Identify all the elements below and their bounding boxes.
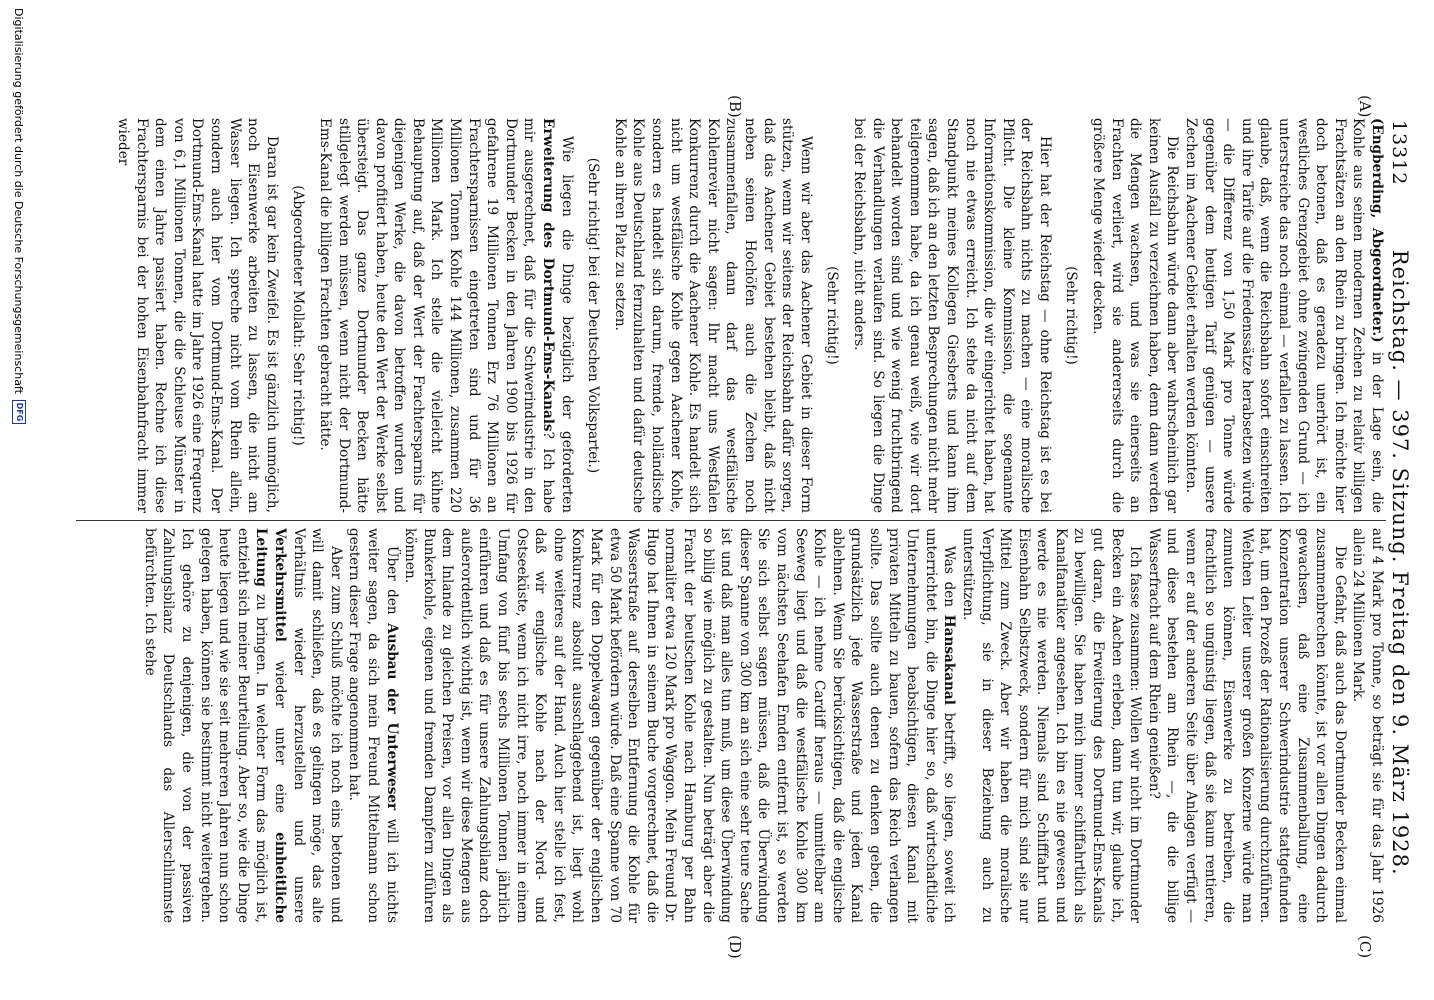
digitization-footer xyxy=(12,8,26,424)
paragraph: Die Reichsbahn würde dann aber wahrscheinlich gar keinen Ausfall zu verzeichnen haben, denn dann werden die Mengen wachsen, und was sie einerseits an Frachten verliert, wird sie andererseits durch die größere Menge wieder decken. xyxy=(1090,118,1181,513)
page-title: Reichstag. — 397. Sitzung. Freitag den 9. März 1928. xyxy=(1388,249,1412,876)
paragraph: Ich fasse zusammen: Wollen wir nicht im Dortmunder Becken ein Aachen erleben, dann tun wir, glaube ich, gut daran, die Erweiterung des Dortmund-Ems-Kanals zu bewilligen. Sie haben mich immer schiffahrtlich als Kanalfanatiker angesehen. Ich bin es nie gewesen und werde es nie werden. Niemals sind Schifffahrt und Eisenbahn Selbstzweck, sondern für mich sind sie nur Mittel zum Zweck. Aber wir haben die moralische Verpflichtung, sie in dieser Beziehung auch zu unterstützen. xyxy=(959,528,1144,923)
margin-letter-d: (D) xyxy=(726,935,744,959)
interjection: (Sehr richtig!) xyxy=(824,266,841,365)
paragraph: Wie liegen die Dinge bezüglich der geforderten Erweiterung des Dortmund-Ems-Kanals? Ich habe mir ausgerechnet, daß für die Schwerindustrie in den Dortmunder Becken in den Jahren 1900 bis 1926 für gefahrene 19 Millionen Tonnen Erz 76 Millionen an Frachtersparnissen eingetreten sind und für 36 Millionen Tonnen Kohle 144 Millionen, zusammen 220 Millionen Mark. Ich stelle die vielleicht kühne Behauptung auf, daß der Wert der Frachtersparnis für diejenigen Werke, die davon betroffen wurden und davon profitiert haben, heute den Wert der Werke selbst übersteigt. Das ganze Dortmunder Becken hätte stillgelegt werden müssen, wenn nicht der Dortmund-Ems-Kanal die billigen Frachten gebracht hätte. xyxy=(316,118,575,513)
paragraph: Was den Hansakanal betrifft, so liegen, soweit ich unterrichtet bin, die Dinge hier so, daß wirtschaftliche Unternehmungen beabsichtigen, diesen Kanal mit privaten Mitteln zu bauen, sofern das Reich verlangen sollte. Das sollte auch denen zu denken geben, die grundsätzlich jede Wasserstraße und jeden Kanal ablehnen. Wenn Sie berücksichtigen, daß die englische Kohle — ich nehme Cardiff heraus — unmittelbar am Seeweg liegt und daß die westfälische Kohle 300 km vom nächsten Seehafen Emden entfernt ist, so werden Sie sich selbst sagen müssen, daß die Überwindung dieser Spanne von 300 km an sich eine sehr teure Sache ist und daß man alles tun muß, um diese Überwindung so billig wie möglich zu gestalten. Nun beträgt aber die Fracht der beutschen Kohle nach Hamburg per Bahn normaliter etwa 120 Mark pro Waggon. Mein Freund Dr. Hugo hat Ihnen in seinem Buche vorgerechnet, daß die Wasserstraße auf derselben Entfernung die Kohle für etwa 50 Mark befördern würde. Daß eine Spanne von 70 Mark für den Doppelwagen gegenüber der englischen Konkurrenz absolut ausschlaggebend ist, liegt wohl ohne weiteres auf der Hand. Auch hier stelle ich fest, daß wir englische Kohle nach der Nord- und Ostseeküste, wenn ich nicht irre, noch immer in einem Umfang von fünf bis sechs Millionen Tonnen jährlich einführen und daß es für unsere Zahlungsbilanz doch außerordentlich wichtig ist, wenn wir diese Mengen aus dem Inlande zu gleichen Preisen, vor allen Dingen als Bunkerkohle, eigenen und fremden Dampfern zuführen können. xyxy=(402,528,958,923)
column-divider xyxy=(76,520,1386,521)
paragraph: Daran ist gar kein Zweifel. Es ist gänzlich unmöglich, noch Eisenwerke arbeiten zu lassen, die nicht am Wasser liegen. Ich spreche nicht vom Rhein allein, sondern auch hier vom Dortmund-Ems-Kanal. Der Dortmund-Ems-Kanal hatte im Jahre 1926 eine Frequenz von 6,1 Millionen Tonnen, die die Schleuse Münster in dem einen Jahre passiert haben. Rechne ich diese Frachtersparnis bei der hohen Eisenbahnfracht immer wieder xyxy=(115,118,280,513)
emphasis: einheitliche Leitung xyxy=(253,528,288,923)
page-header xyxy=(1388,120,1428,940)
paragraph: Über den Ausbau der Unterweser will ich nichts weiter sagen, da sich mein Freund Mittelmann schon gestern dieser Frage angenommen hat. xyxy=(346,528,400,923)
dfg-logo: DFG xyxy=(12,400,26,424)
paragraph: Aber zum Schluß möchte ich noch eins betonen und will damit schließen, daß es gelingen möge, das alte Verhältnis wieder herzustellen und unsere Verkehrsmittel wieder unter eine einheitliche Leitung zu bringen. In welcher Form das möglich ist, entzieht sich meiner Beurteilung. Aber so, wie die Dinge heute liegen und wie sie seit mehreren Jahren nun schon gelegen haben, können sie bestimmt nicht weitergehen. Ich gehöre zu denjenigen, die von der passiven Zahlungsbilanz Deutschlands das Allerschlimmste befürchten. Ich stehe xyxy=(141,528,344,923)
margin-letter-c: (C) xyxy=(1356,935,1374,959)
footer-text: Digitalisierung gefördert durch die Deutsche Forschungsgemeinschaft xyxy=(12,8,26,394)
paragraph: auf 4 Mark pro Tonne, so beträgt sie für das Jahr 1926 allein 24 Millionen Mark. xyxy=(1350,528,1385,923)
interjection: (Sehr richtig!) xyxy=(1063,266,1080,365)
emphasis: Verkehrsmittel xyxy=(271,528,288,642)
interjection: (Abgeordneter Mollath: Sehr richtig!) xyxy=(290,185,307,446)
speaker-name: (Engberding, Abgeordneter.) xyxy=(1369,118,1385,343)
page-number: 13312 xyxy=(1388,120,1410,186)
paragraph: Wenn wir aber das Aachener Gebiet in dieser Form stützen, wenn wir seitens der Reichsbahn dafür sorgen, daß das Aachener Gebiet bestehen bleibt, daß nicht neben seinen Hochöfen auch die Zechen noch zusammenfallen, dann darf das westfälische Kohlenrevier nicht sagen: Ihr macht uns Westfalen Konkurrenz durch die Aachener Kohle. Es handelt sich nicht um westfälische Kohle gegen Aachener Kohle, sondern es handelt sich darum, fremde, holländische Kohle aus Deutschland fernzuhalten und dafür deutsche Kohle an ihren Platz zu setzen. xyxy=(611,118,814,513)
emphasis: Hansakanal xyxy=(941,614,958,705)
margin-letter-a: (A) xyxy=(1356,95,1374,118)
margin-letter-b: (B) xyxy=(726,95,744,118)
right-column xyxy=(66,528,1386,923)
paragraph: (Engberding, Abgeordneter.) in der Lage sein, die Kohle aus seinen modernen Zechen zu relativ billigen Frachtsätzen an den Rhein zu bringen. Ich möchte hier doch betonen, daß es geradezu unerhört ist, ein westliches Grenzgebiet ohne zwingenden Grund — ich unterstreiche das noch einmal — verfallen zu lassen. Ich glaube, daß, wenn die Reichsbahn sofort einschreiten und ihre Tarife auf die Friedenssätze herabsetzen würde — die Differenz von 1,50 Mark pro Tonne würde gegenüber dem heutigen Tarif genügen — unsere Zechen im Aachener Gebiet erhalten werden könnten. xyxy=(1183,118,1385,513)
emphasis: Ausbau der Unterweser xyxy=(383,623,400,811)
left-column xyxy=(76,118,1386,513)
emphasis: Erweiterung des Dortmund-Ems-Kanals xyxy=(540,118,557,432)
interjection: (Sehr richtig! bei der Deutschen Volkspartei.) xyxy=(585,157,602,474)
paragraph: Hier hat der Reichstag — ohne Reichstag ist es bei der Reichsbahn nichts zu machen — eine moralische Pflicht. Die kleine Kommission, die sogenannte Informationskommission, die wir eingerichtet haben, hat noch nie etwas erreicht. Ich stehe da nicht auf dem Standpunkt meines Kollegen Giesberts und kann ihm sagen, daß ich an den letzten Besprechungen nicht mehr teilgenommen habe, da ich genau weiß, wie wir dort behandelt worden sind und wie wenig fruchtbringend die Verhandlungen verlaufen sind. So liegen die Dinge bei der Reichsbahn, nicht anders. xyxy=(850,118,1053,513)
paragraph: Die Gefahr, daß auch das Dortmunder Becken einmal zusammenbrechen könnte, ist vor allen Dingen dadurch gewachsen, daß eine Zusammenballung, eine Konzentration unserer Schwerindustrie stattgefunden hat, um den Prozeß der Rationalisierung durchzuführen. Welchen Leiter unserer großen Konzerne würde man zumuten können, Eisenwerke zu betreiben, die frachtlich so ungünstig liegen, daß sie kaum rentieren, wenn er auf der anderen Seite über Anlagen verfügt — und diese bestehen am Rhein —, die die billige Wasserfracht auf dem Rhein genießen? xyxy=(1145,528,1348,923)
